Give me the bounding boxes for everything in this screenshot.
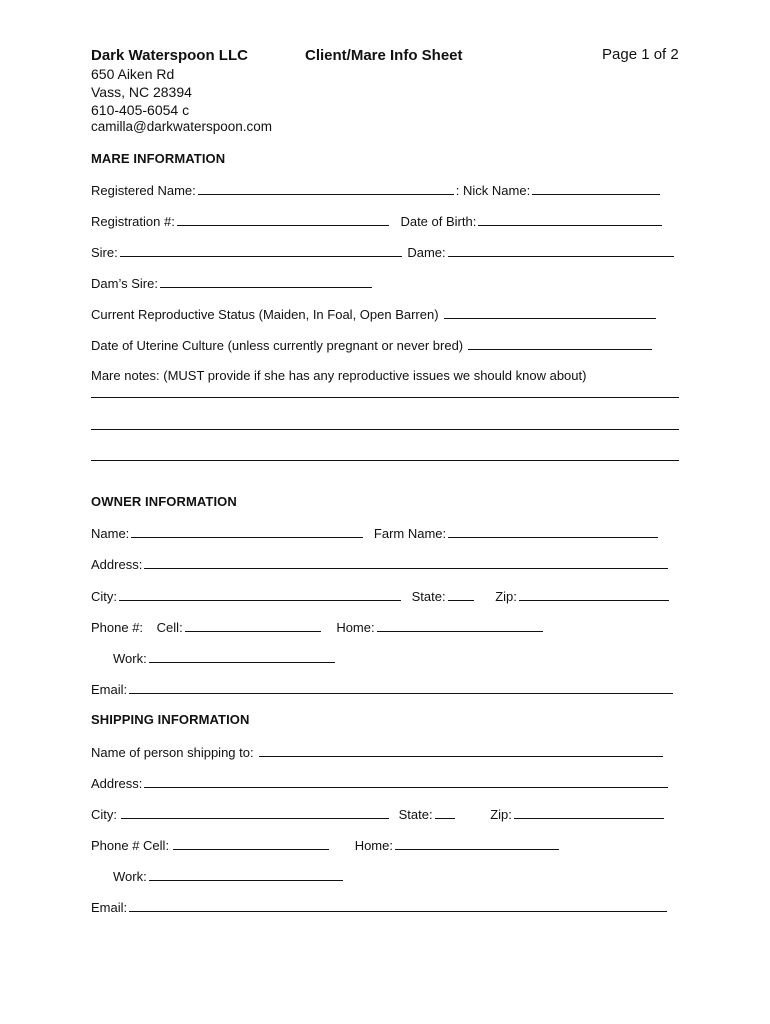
repro-status-field[interactable] [444,306,656,319]
owner-work-field[interactable] [149,650,335,663]
owner-email-field[interactable] [129,681,673,694]
farm-name-label: Farm Name: [373,526,447,541]
uterine-culture-row [91,337,654,353]
owner-address-row [91,556,670,572]
ship-person-label: Name of person shipping to: [91,745,254,760]
ship-work-label: Work: [113,869,147,884]
ship-person-row [91,744,665,760]
page-title: Client/Mare Info Sheet [305,47,463,64]
farm-name-field[interactable] [448,525,658,538]
registration-field[interactable] [177,213,389,226]
owner-phone-label: Phone #: [91,620,144,635]
owner-zip-field[interactable] [519,588,669,601]
owner-home-field[interactable] [377,619,543,632]
mare-notes-label: Mare notes: (MUST provide if she has any reproductive issues we should know about) [91,368,587,383]
repro-status-label: Current Reproductive Status (Maiden, In Foal, Open Barren) [91,307,439,322]
ship-city-field[interactable] [121,806,389,819]
owner-name-field[interactable] [131,525,363,538]
mare-notes-line-2[interactable] [91,429,679,430]
owner-state-label: State: [411,589,446,604]
sire-label: Sire: [91,245,118,260]
shipping-section-heading: SHIPPING INFORMATION [91,712,250,727]
dams-sire-row [91,275,374,291]
owner-state-field[interactable] [448,588,474,601]
owner-phone-row [91,619,545,635]
owner-cell-label: Cell: [156,620,183,635]
registration-row [91,213,664,229]
contact-email: camilla@darkwaterspoon.com [91,119,273,134]
ship-email-label: Email: [91,900,128,915]
mare-notes-line-3[interactable] [91,460,679,461]
ship-person-field[interactable] [259,744,663,757]
owner-email-label: Email: [91,682,128,697]
mare-section-heading: MARE INFORMATION [91,151,226,166]
ship-city-row [91,806,666,822]
ship-state-label: State: [398,807,433,822]
dame-field[interactable] [448,244,674,257]
sire-field[interactable] [120,244,402,257]
ship-zip-field[interactable] [514,806,664,819]
owner-section-heading: OWNER INFORMATION [91,494,237,509]
owner-home-label: Home: [336,620,375,635]
uterine-culture-label: Date of Uterine Culture (unless currently pregnant or never bred) [91,338,464,353]
nick-name-label: : Nick Name: [455,183,531,198]
owner-name-label: Name: [91,526,130,541]
owner-city-label: City: [91,589,117,604]
owner-zip-label: Zip: [495,589,517,604]
mare-notes-line-1[interactable] [91,397,679,398]
ship-address-label: Address: [91,776,143,791]
ship-work-row [113,868,345,884]
sire-row [91,244,676,260]
dob-label: Date of Birth: [400,214,477,229]
ship-work-field[interactable] [149,868,343,881]
registered-name-row [91,182,662,198]
dame-label: Dame: [407,245,446,260]
uterine-culture-field[interactable] [468,337,652,350]
registered-name-field[interactable] [198,182,454,195]
dams-sire-field[interactable] [160,275,372,288]
owner-city-row [91,588,671,604]
address-line-1: 650 Aiken Rd [91,66,175,82]
ship-address-field[interactable] [144,775,668,788]
address-line-2: Vass, NC 28394 [91,84,192,100]
repro-status-row [91,306,658,322]
owner-work-row [113,650,337,666]
owner-name-row [91,525,660,541]
ship-email-row [91,899,669,915]
dams-sire-label: Dam’s Sire: [91,276,158,291]
company-name: Dark Waterspoon LLC [91,47,248,64]
owner-address-field[interactable] [144,556,668,569]
owner-address-label: Address: [91,557,143,572]
owner-work-label: Work: [113,651,147,666]
ship-cell-field[interactable] [173,837,329,850]
registered-name-label: Registered Name: [91,183,196,198]
owner-city-field[interactable] [119,588,401,601]
ship-state-field[interactable] [435,806,455,819]
ship-city-label: City: [91,807,117,822]
registration-label: Registration #: [91,214,175,229]
page-number: Page 1 of 2 [602,46,679,63]
dob-field[interactable] [478,213,662,226]
ship-phone-row [91,837,561,853]
ship-email-field[interactable] [129,899,667,912]
owner-cell-field[interactable] [185,619,321,632]
ship-zip-label: Zip: [490,807,512,822]
ship-cell-label: Phone # Cell: [91,838,170,853]
owner-email-row [91,681,675,697]
ship-home-field[interactable] [395,837,559,850]
phone-number: 610-405-6054 c [91,102,190,118]
ship-home-label: Home: [354,838,393,853]
nick-name-field[interactable] [532,182,660,195]
ship-address-row [91,775,670,791]
